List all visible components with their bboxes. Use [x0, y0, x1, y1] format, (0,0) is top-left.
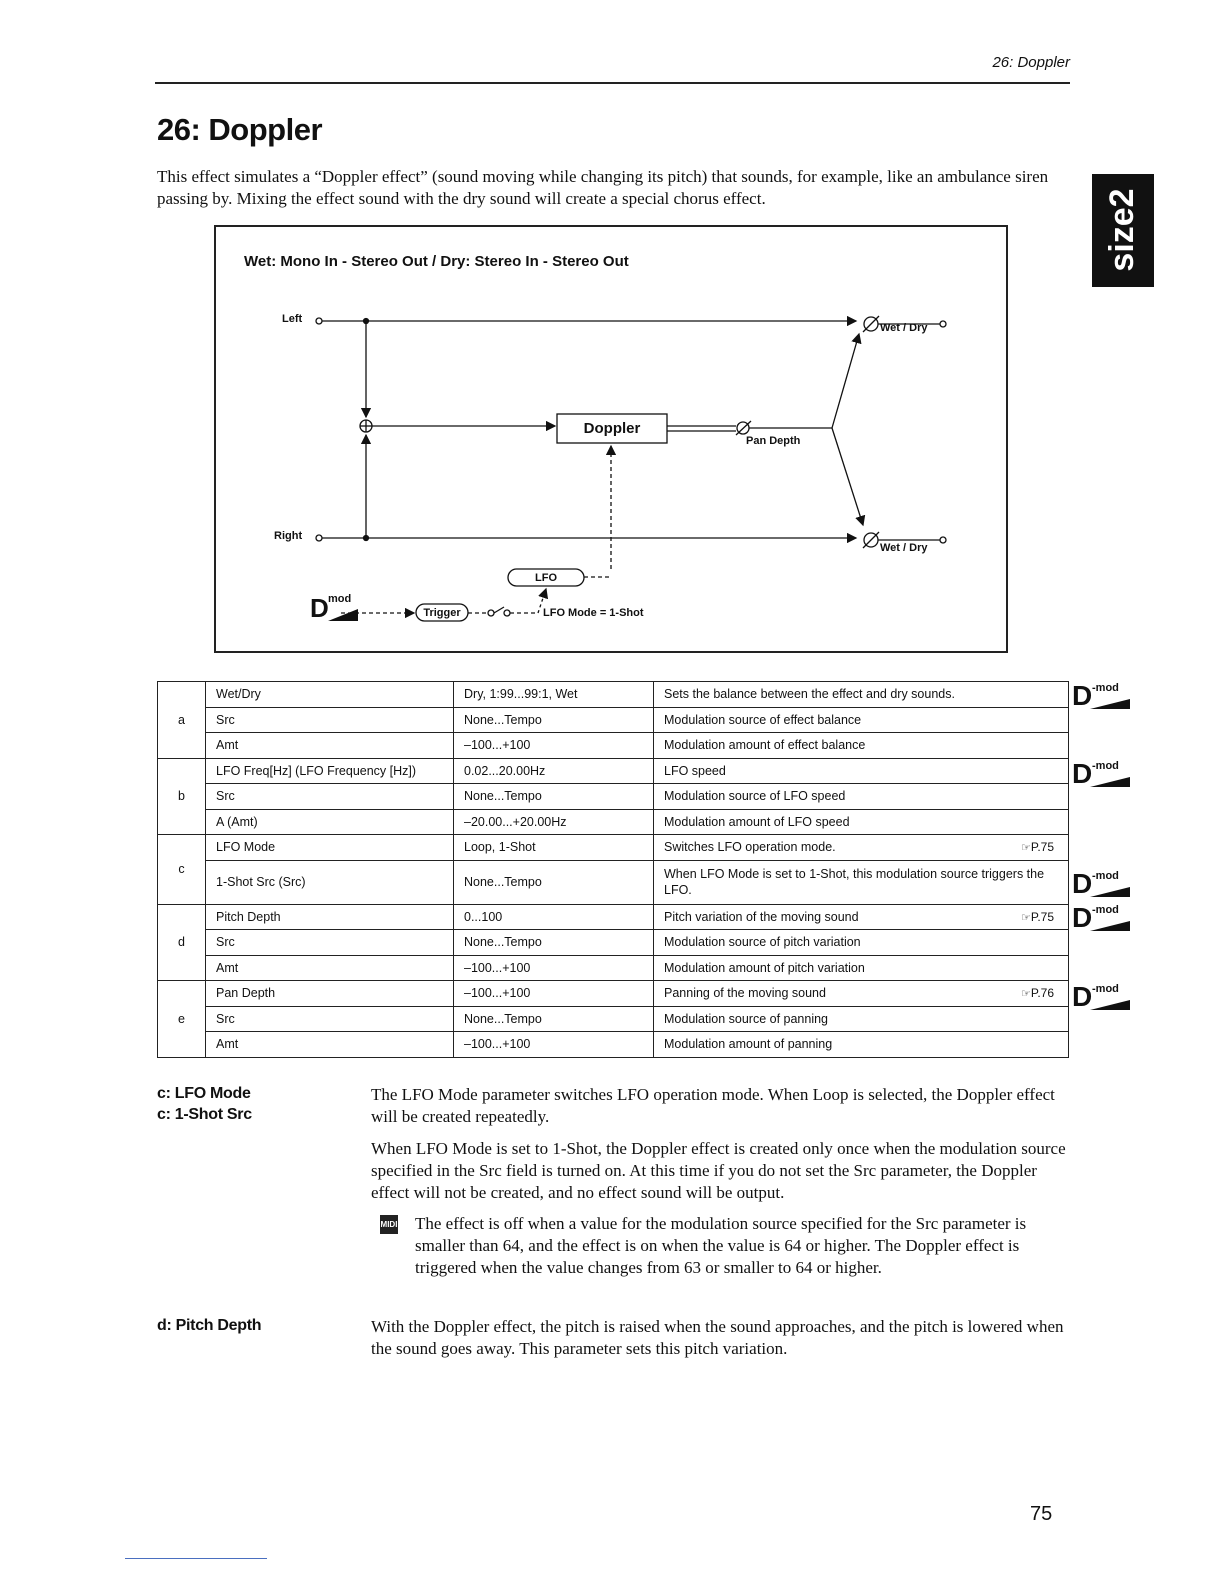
param-desc: Modulation amount of panning: [654, 1032, 1069, 1058]
midi-icon: MIDI: [380, 1215, 398, 1234]
pointing-hand-icon: ☞: [1020, 988, 1031, 1001]
table-row: [158, 707, 1069, 733]
page-title: 26: Doppler: [157, 112, 323, 147]
param-range: Dry, 1:99...99:1, Wet: [454, 682, 654, 708]
right-input-terminal: [316, 535, 322, 541]
midi-note: The effect is off when a value for the modulation source specified for the Src parameter is smaller than 64, and the effect is on when the value is 64 or higher. The Doppler effect is triggered when the value changes from 63 or smaller to 64 or higher.: [415, 1214, 1027, 1277]
param-desc-cell: [654, 904, 1069, 930]
param-range: 0.02...20.00Hz: [454, 758, 654, 784]
param-desc: LFO speed: [654, 758, 1069, 784]
side-tab: [1092, 174, 1154, 287]
switch-terminal-2: [504, 610, 510, 616]
param-desc: Modulation amount of pitch variation: [654, 955, 1069, 981]
table-row: [158, 1032, 1069, 1058]
param-name: Src: [206, 784, 454, 810]
section-label-1shot-src: c: 1-Shot Src: [157, 1106, 252, 1123]
trigger-label: Trigger: [423, 607, 461, 619]
param-desc-cell: [654, 981, 1069, 1007]
param-name: LFO Mode: [206, 835, 454, 861]
pointing-hand-icon: ☞: [1020, 842, 1031, 855]
running-header: 26: Doppler: [992, 54, 1070, 71]
param-name: Src: [206, 930, 454, 956]
wet-dry-bottom-label: Wet / Dry: [880, 542, 928, 554]
pan-to-top: [832, 334, 859, 428]
table-row: [158, 904, 1069, 930]
dmod-icon: D -mod: [1072, 872, 1134, 898]
group-label: b: [158, 758, 206, 835]
dmod-icon: D -mod: [1072, 906, 1134, 932]
table-row: [158, 733, 1069, 759]
diagram-svg: [216, 227, 1010, 655]
param-name: Src: [206, 1006, 454, 1032]
footer-rule: [125, 1558, 267, 1559]
block-diagram: [214, 225, 1008, 653]
page-ref: ☞P.76: [1020, 986, 1054, 1001]
dmod-wedge: [328, 609, 358, 621]
table-row: [158, 784, 1069, 810]
param-name: Amt: [206, 1032, 454, 1058]
param-range: None...Tempo: [454, 784, 654, 810]
param-desc: Modulation amount of LFO speed: [654, 809, 1069, 835]
group-label: a: [158, 682, 206, 759]
page-ref: ☞P.75: [1020, 909, 1054, 924]
intro-paragraph: This effect simulates a “Doppler effect” (sound moving while changing its pitch) that sounds, for example, like an ambulance siren passing by. Mixing the effect sound with the dry sound will create a special chorus effect.: [157, 167, 1049, 208]
page-ref: ☞P.75: [1020, 840, 1054, 855]
param-desc: Sets the balance between the effect and dry sounds.: [654, 682, 1069, 708]
param-name: 1-Shot Src (Src): [206, 860, 454, 904]
param-range: –100...+100: [454, 981, 654, 1007]
param-range: None...Tempo: [454, 860, 654, 904]
lfo-paragraph-1: The LFO Mode parameter switches LFO operation mode. When Loop is selected, the Doppler effect will be created repeatedly.: [371, 1085, 1055, 1126]
side-tab-label: size2: [1103, 188, 1141, 272]
output-top-terminal: [940, 321, 946, 327]
param-range: –100...+100: [454, 955, 654, 981]
pan-depth-label: Pan Depth: [746, 435, 801, 447]
diagram-dmod-icon: D mod: [310, 595, 350, 621]
dmod-icon: D -mod: [1072, 985, 1134, 1011]
output-bottom-terminal: [940, 537, 946, 543]
param-desc: Modulation source of LFO speed: [654, 784, 1069, 810]
param-desc-cell: [654, 835, 1069, 861]
param-name: Amt: [206, 955, 454, 981]
param-desc: Modulation source of pitch variation: [654, 930, 1069, 956]
page-number: 75: [1030, 1503, 1053, 1525]
lfo-label: LFO: [535, 572, 557, 584]
param-desc: Modulation source of effect balance: [654, 707, 1069, 733]
param-desc: Modulation source of panning: [654, 1006, 1069, 1032]
param-name: Amt: [206, 733, 454, 759]
param-range: None...Tempo: [454, 930, 654, 956]
param-range: –20.00...+20.00Hz: [454, 809, 654, 835]
pointing-hand-icon: ☞: [1020, 911, 1031, 924]
table-row: [158, 981, 1069, 1007]
param-name: A (Amt): [206, 809, 454, 835]
switch-terminal-1: [488, 610, 494, 616]
right-label: Right: [274, 530, 303, 542]
left-input-terminal: [316, 318, 322, 324]
lfo-paragraph-2: When LFO Mode is set to 1-Shot, the Doppler effect is created only once when the modulation source specified in the Src field is turned on. At this time if you do not set the Src parameter, the Doppler effect will not be created, and no effect sound will be output.: [371, 1139, 1066, 1202]
left-label: Left: [282, 313, 303, 325]
dmod-icon: D -mod: [1072, 762, 1134, 788]
pan-to-bottom: [832, 428, 863, 525]
table-row: [158, 955, 1069, 981]
pitch-paragraph: With the Doppler effect, the pitch is raised when the sound approaches, and the pitch is lowered when the sound goes away. This parameter sets this pitch variation.: [371, 1317, 1064, 1358]
header-rule: [155, 82, 1070, 84]
table-row: [158, 860, 1069, 904]
group-label: d: [158, 904, 206, 981]
doppler-label: Doppler: [583, 420, 641, 437]
param-desc: Pitch variation of the moving sound: [664, 909, 859, 924]
group-label: c: [158, 835, 206, 905]
param-desc: When LFO Mode is set to 1-Shot, this modulation source triggers the LFO.: [654, 860, 1069, 904]
section-label-lfo-mode: c: LFO Mode: [157, 1085, 251, 1102]
param-range: –100...+100: [454, 733, 654, 759]
param-desc: Switches LFO operation mode.: [664, 840, 836, 855]
wet-dry-top-label: Wet / Dry: [880, 322, 928, 334]
table-row: [158, 1006, 1069, 1032]
param-range: None...Tempo: [454, 1006, 654, 1032]
param-name: Pan Depth: [206, 981, 454, 1007]
param-name: Wet/Dry: [206, 682, 454, 708]
group-label: e: [158, 981, 206, 1058]
param-range: –100...+100: [454, 1032, 654, 1058]
diagram-title: Wet: Mono In - Stereo Out / Dry: Stereo In - Stereo Out: [244, 253, 629, 270]
param-name: Src: [206, 707, 454, 733]
dmod-icon: D -mod: [1072, 684, 1134, 710]
param-desc: Modulation amount of effect balance: [654, 733, 1069, 759]
table-row: [158, 682, 1069, 708]
param-name: LFO Freq[Hz] (LFO Frequency [Hz]): [206, 758, 454, 784]
table-row: [158, 930, 1069, 956]
param-name: Pitch Depth: [206, 904, 454, 930]
param-desc: Panning of the moving sound: [664, 986, 826, 1001]
table-row: [158, 809, 1069, 835]
section-label-pitch-depth: d: Pitch Depth: [157, 1317, 262, 1334]
parameter-table: [157, 681, 1069, 1058]
table-row: [158, 758, 1069, 784]
param-range: Loop, 1-Shot: [454, 835, 654, 861]
param-range: 0...100: [454, 904, 654, 930]
lfo-mode-label: LFO Mode = 1-Shot: [543, 607, 644, 619]
param-range: None...Tempo: [454, 707, 654, 733]
table-row: [158, 835, 1069, 861]
